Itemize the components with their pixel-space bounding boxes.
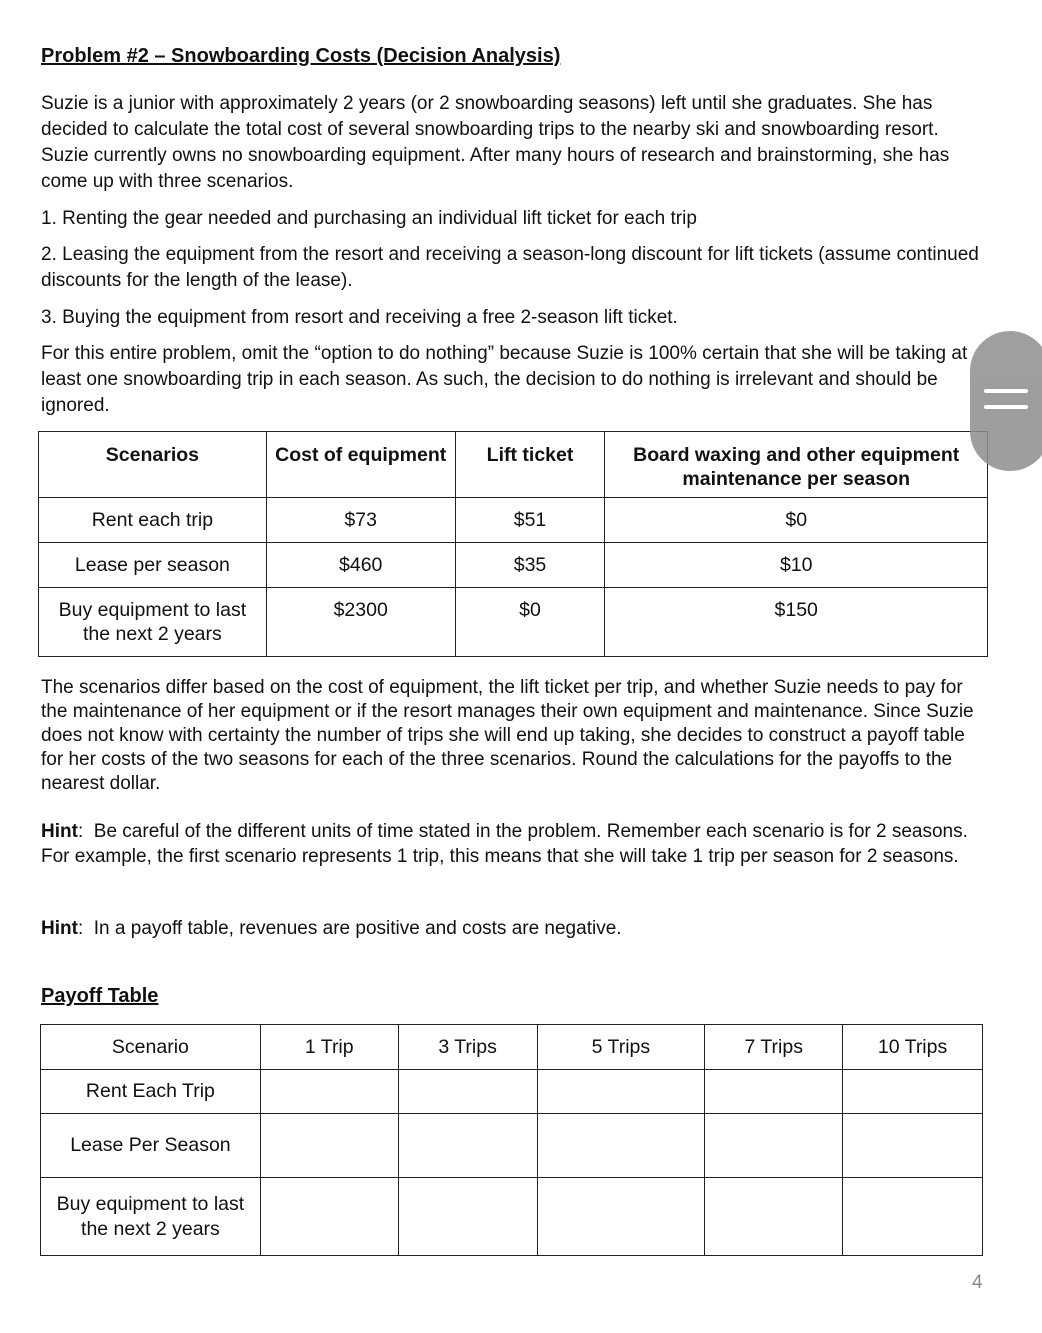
cost-table-header: Lift ticket bbox=[455, 432, 605, 498]
payoff-cell[interactable] bbox=[705, 1178, 843, 1256]
payoff-table-title: Payoff Table bbox=[41, 985, 159, 1007]
cost-table-row bbox=[39, 588, 988, 657]
payoff-cell[interactable] bbox=[843, 1178, 983, 1256]
payoff-header-row bbox=[41, 1025, 983, 1070]
payoff-cell[interactable] bbox=[398, 1178, 537, 1256]
payoff-cell[interactable] bbox=[398, 1114, 537, 1178]
payoff-cell[interactable] bbox=[260, 1178, 398, 1256]
note-paragraph: For this entire problem, omit the “option to do nothing” because Suzie is 100% certain that she will be taking at least one snowboarding trip in each season. As such, the decision to do nothing is irrelevant and should be ignored. bbox=[41, 343, 968, 416]
payoff-cell[interactable] bbox=[705, 1070, 843, 1114]
cost-table-cell: $2300 bbox=[266, 588, 455, 657]
cost-table-cell: $0 bbox=[605, 498, 988, 543]
cost-table-row bbox=[39, 543, 988, 588]
cost-table-cell: $35 bbox=[455, 543, 605, 588]
menu-icon bbox=[984, 389, 1028, 393]
page-number: 4 bbox=[972, 1272, 983, 1293]
payoff-cell[interactable] bbox=[843, 1070, 983, 1114]
floating-menu-handle[interactable] bbox=[970, 331, 1042, 471]
hint-text: Be careful of the different units of time stated in the problem. Remember each scenario is for 2 seasons. For example, the first scenario represents 1 trip, this means that she will take 1 trip per season for 2 seasons. bbox=[41, 821, 968, 867]
payoff-cell[interactable] bbox=[398, 1070, 537, 1114]
hint-2: Hint: In a payoff table, revenues are positive and costs are negative. bbox=[41, 918, 622, 939]
hint-1: Hint: Be careful of the different units of time stated in the problem. Remember each scenario is for 2 seasons. For example, the first scenario represents 1 trip, this means that she will take 1 trip per season for 2 seasons. bbox=[41, 821, 968, 867]
payoff-row-label: Rent Each Trip bbox=[41, 1070, 261, 1114]
payoff-header: 10 Trips bbox=[843, 1025, 983, 1070]
problem-title: Problem #2 – Snowboarding Costs (Decision Analysis) bbox=[41, 45, 561, 67]
payoff-cell[interactable] bbox=[843, 1114, 983, 1178]
cost-table-cell: $460 bbox=[266, 543, 455, 588]
payoff-cell[interactable] bbox=[537, 1070, 705, 1114]
cost-table-header: Board waxing and other equipment maintenance per season bbox=[605, 432, 988, 498]
cost-table-cell: $150 bbox=[605, 588, 988, 657]
payoff-header: 1 Trip bbox=[260, 1025, 398, 1070]
cost-table-header-row bbox=[39, 432, 988, 498]
cost-table bbox=[38, 431, 988, 657]
cost-table-cell: Lease per season bbox=[39, 543, 267, 588]
hint-label: Hint bbox=[41, 918, 78, 939]
cost-table-cell: $51 bbox=[455, 498, 605, 543]
hint-text: In a payoff table, revenues are positive and costs are negative. bbox=[93, 918, 622, 939]
cost-table-header: Scenarios bbox=[39, 432, 267, 498]
explanation-paragraph: The scenarios differ based on the cost of equipment, the lift ticket per trip, and whether Suzie needs to pay for the maintenance of her equipment or if the resort manages their own equipment and maintenance. Since Suzie does not know with certainty the number of trips she will end up taking, she decides to construct a payoff table for her costs of the two seasons for each of the three scenarios. Round the calculations for the payoffs to the nearest dollar. bbox=[41, 677, 974, 794]
payoff-row bbox=[41, 1114, 983, 1178]
cost-table-row bbox=[39, 498, 988, 543]
cost-table-cell: $0 bbox=[455, 588, 605, 657]
payoff-cell[interactable] bbox=[537, 1178, 705, 1256]
cost-table-cell: Rent each trip bbox=[39, 498, 267, 543]
payoff-header: 5 Trips bbox=[537, 1025, 705, 1070]
scenario-1-text: 1. Renting the gear needed and purchasing an individual lift ticket for each trip bbox=[41, 208, 697, 229]
payoff-row bbox=[41, 1178, 983, 1256]
payoff-cell[interactable] bbox=[260, 1114, 398, 1178]
cost-table-header: Cost of equipment bbox=[266, 432, 455, 498]
payoff-row-label: Lease Per Season bbox=[41, 1114, 261, 1178]
payoff-table bbox=[40, 1024, 983, 1256]
payoff-header: 3 Trips bbox=[398, 1025, 537, 1070]
intro-paragraph: Suzie is a junior with approximately 2 years (or 2 snowboarding seasons) left until she graduates. She has decided to calculate the total cost of several snowboarding trips to the nearby ski and snowboarding resort. Suzie currently owns no snowboarding equipment. After many hours of research and brainstorming, she has come up with three scenarios. bbox=[41, 93, 950, 192]
menu-icon bbox=[984, 405, 1028, 409]
scenario-2-text: 2. Leasing the equipment from the resort and receiving a season-long discount for lift tickets (assume continued discounts for the length of the lease). bbox=[41, 244, 979, 291]
cost-table-cell: Buy equipment to last the next 2 years bbox=[39, 588, 267, 657]
scenario-3-text: 3. Buying the equipment from resort and receiving a free 2-season lift ticket. bbox=[41, 307, 678, 328]
payoff-cell[interactable] bbox=[705, 1114, 843, 1178]
cost-table-cell: $73 bbox=[266, 498, 455, 543]
payoff-cell[interactable] bbox=[260, 1070, 398, 1114]
payoff-header: Scenario bbox=[41, 1025, 261, 1070]
payoff-row bbox=[41, 1070, 983, 1114]
payoff-row-label: Buy equipment to last the next 2 years bbox=[41, 1178, 261, 1256]
hint-label: Hint bbox=[41, 821, 78, 842]
cost-table-cell: $10 bbox=[605, 543, 988, 588]
payoff-cell[interactable] bbox=[537, 1114, 705, 1178]
payoff-header: 7 Trips bbox=[705, 1025, 843, 1070]
